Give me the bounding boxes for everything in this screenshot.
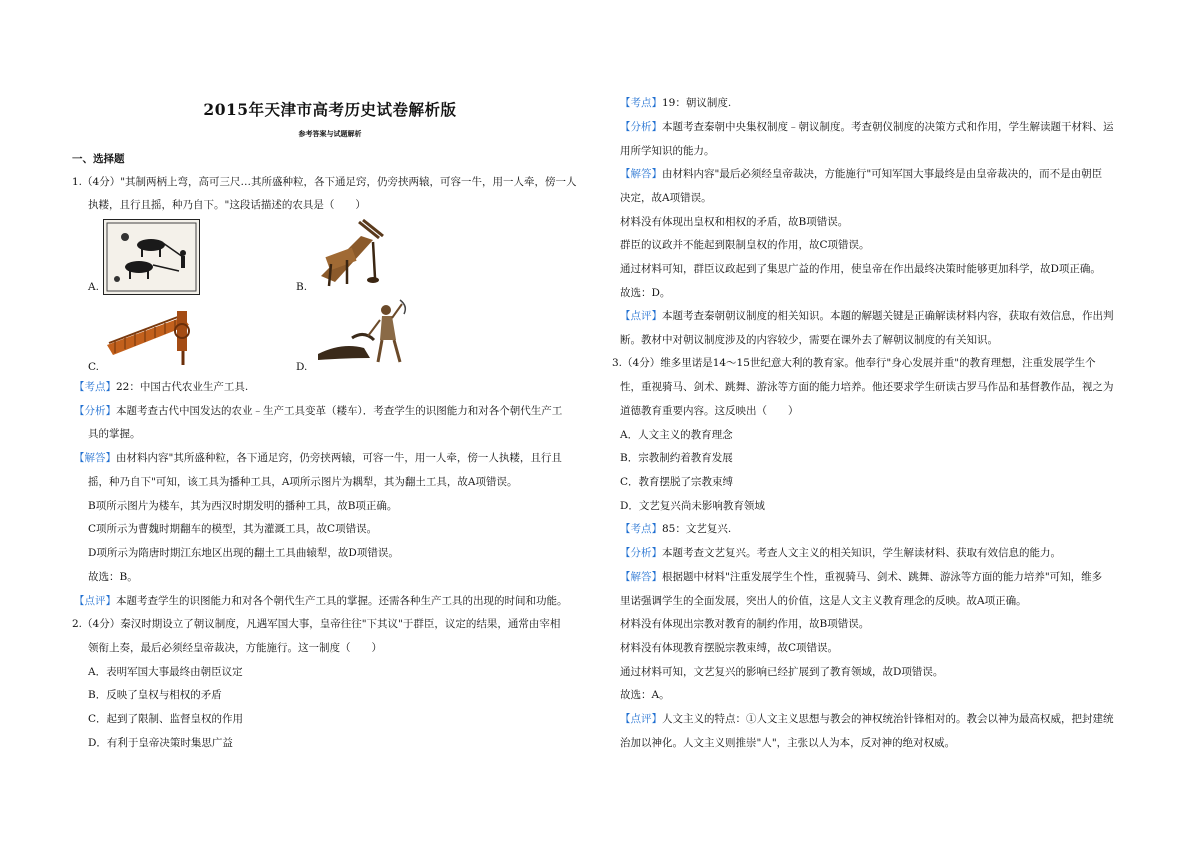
- q3-kaodian: [620, 522, 731, 536]
- option-a-image: [103, 219, 200, 295]
- kaodian-tag: 【考点】: [620, 97, 662, 109]
- q2-fenxi-line2: 用所学知识的能力。: [620, 145, 715, 157]
- q3-option-d: D．文艺复兴尚未影响教育领域: [620, 500, 765, 512]
- option-b-image: [313, 216, 387, 292]
- page-title: 2015年天津市高考历史试卷解析版: [203, 100, 457, 119]
- q1-jieda-line6: 故选：B。: [88, 571, 138, 583]
- q2-option-c: C．起到了限制、监督皇权的作用: [88, 713, 244, 725]
- q2-jieda-line2: 决定，故A项错误。: [620, 192, 712, 204]
- dianping-tag: 【点评】: [74, 595, 116, 607]
- q2-jieda: [620, 167, 1102, 181]
- q3-dianping-line2: 治加以神化。人文主义则推崇"人"，主张以人为本，反对神的绝对权威。: [620, 737, 956, 749]
- kaodian-text: 19：朝议制度.: [662, 97, 732, 109]
- section-heading: 一、选择题: [72, 153, 125, 165]
- q2-kaodian: [620, 96, 731, 110]
- kaodian-tag: 【考点】: [74, 381, 116, 393]
- jieda-text: 根据题中材料"注重发展学生个性，重视骑马、剑术、跳舞、游泳等方面的能力培养"可知，维多: [662, 571, 1103, 583]
- dianping-tag: 【点评】: [620, 310, 662, 322]
- option-d-label: D.: [296, 361, 308, 373]
- jieda-tag: 【解答】: [620, 168, 662, 180]
- q3-option-a: A．人文主义的教育理念: [620, 429, 733, 441]
- fenxi-tag: 【分析】: [620, 121, 662, 133]
- q3-option-c: C．教育摆脱了宗教束缚: [620, 476, 734, 488]
- dianping-text: 人文主义的特点：①人文主义思想与教会的神权统治针锋相对的。教会以神为最高权威，把封建统: [662, 713, 1114, 725]
- q3-jieda-line4: 材料没有体现教育摆脱宗教束缚，故C项错误。: [620, 642, 839, 654]
- q3-stem-line2: 性，重视骑马、剑术、跳舞、游泳等方面的能力培养。他还要求学生研读古罗马作品和基督教作品，视之为: [620, 381, 1114, 393]
- kaodian-text: 22：中国古代农业生产工具.: [116, 381, 249, 393]
- q2-jieda-line3: 材料没有体现出皇权和相权的矛盾，故B项错误。: [620, 216, 849, 228]
- q2-stem-line2: 领衔上奏，最后必须经皇帝裁决，方能施行。这一制度（ ）: [88, 642, 382, 654]
- jieda-tag: 【解答】: [620, 571, 662, 583]
- q2-jieda-line4: 群臣的议政并不能起到限制皇权的作用，故C项错误。: [620, 239, 870, 251]
- dianping-text: 本题考查秦朝朝议制度的相关知识。本题的解题关键是正确解读材料内容，获取有效信息，作出判: [662, 310, 1114, 322]
- option-c-image: [103, 305, 193, 369]
- jieda-text: 由材料内容"其所盛种粒，各下通足窍，仍旁挟两辕，可容一牛，用一人牵，傍一人执耧，且行且: [116, 452, 562, 464]
- q2-fenxi: [620, 120, 1114, 134]
- q2-dianping: [620, 309, 1114, 323]
- q1-jieda-line2: 摇，种乃自下"可知，该工具为播种工具，A项所示图片为耦犁，其为翻土工具，故A项错误。: [88, 476, 518, 488]
- q1-kaodian: [74, 380, 248, 394]
- q2-jieda-line6: 故选：D。: [620, 287, 671, 299]
- q1-fenxi: [74, 404, 562, 418]
- q2-option-a: A．表明军国大事最终由朝臣议定: [88, 666, 243, 678]
- q1-jieda-line5: D项所示为隋唐时期江东地区出现的翻土工具曲辕犁，故D项错误。: [88, 547, 399, 559]
- q1-jieda-line3: B项所示图片为楼车，其为西汉时期发明的播种工具，故B项正确。: [88, 500, 398, 512]
- fenxi-tag: 【分析】: [620, 547, 662, 559]
- q3-jieda: [620, 570, 1102, 584]
- q3-jieda-line2: 里诺强调学生的全面发展，突出人的价值，这是人文主义教育理念的反映。故A项正确。: [620, 595, 1027, 607]
- q3-option-b: B．宗教制约着教育发展: [620, 452, 733, 464]
- q3-stem-line1: 3.（4分）维多里诺是14～15世纪意大利的教育家。他奉行"身心发展并重"的教育理想，注重发展学生个: [612, 357, 1096, 369]
- q3-stem-line3: 道德教育重要内容。这反映出（ ）: [620, 405, 799, 417]
- fenxi-text: 本题考查秦朝中央集权制度﹣朝议制度。考查朝仪制度的决策方式和作用，学生解读题干材料、运: [662, 121, 1114, 133]
- q3-dianping: [620, 712, 1114, 726]
- option-d-image: [312, 296, 412, 372]
- q1-dianping: [74, 594, 568, 608]
- dianping-tag: 【点评】: [620, 713, 662, 725]
- kaodian-tag: 【考点】: [620, 523, 662, 535]
- fenxi-text: 本题考查文艺复兴。考查人文主义的相关知识，学生解读材料、获取有效信息的能力。: [662, 547, 1061, 559]
- fenxi-text: 本题考查古代中国发达的农业﹣生产工具变革（耧车）．考查学生的识图能力和对各个朝代生产工: [116, 405, 563, 417]
- q2-option-b: B．反映了皇权与相权的矛盾: [88, 689, 222, 701]
- jieda-tag: 【解答】: [74, 452, 116, 464]
- q2-jieda-line5: 通过材料可知，群臣议政起到了集思广益的作用，使皇帝在作出最终决策时能够更加科学，故D项正确。: [620, 263, 1101, 275]
- q1-jieda-line4: C项所示为曹魏时期翻车的模型，其为灌溉工具，故C项错误。: [88, 523, 378, 535]
- dianping-text: 本题考查学生的识图能力和对各个朝代生产工具的掌握。还需各种生产工具的出现的时间和功能。: [116, 595, 568, 607]
- q2-dianping-line2: 断。教材中对朝议制度涉及的内容较少，需要在课外去了解朝议制度的有关知识。: [620, 334, 998, 346]
- q3-fenxi: [620, 546, 1061, 560]
- q3-jieda-line6: 故选：A。: [620, 689, 670, 701]
- option-b-label: B.: [296, 281, 308, 293]
- q3-jieda-line3: 材料没有体现出宗教对教育的制约作用，故B项错误。: [620, 618, 870, 630]
- q1-stem-line1: 1.（4分）"其制两柄上弯，高可三尺…其所盛种粒，各下通足窍，仍旁挟两辕，可容一牛，用一人牵，傍一人: [72, 176, 577, 188]
- q3-jieda-line5: 通过材料可知，文艺复兴的影响已经扩展到了教育领域，故D项错误。: [620, 666, 944, 678]
- option-c-label: C.: [88, 361, 99, 373]
- fenxi-tag: 【分析】: [74, 405, 116, 417]
- q2-stem-line1: 2.（4分）秦汉时期设立了朝议制度，凡遇军国大事，皇帝往往"下其议"于群臣，议定的结果，通常由宰相: [72, 618, 561, 630]
- option-a-label: A.: [88, 281, 99, 293]
- kaodian-text: 85：文艺复兴.: [662, 523, 732, 535]
- page-subtitle: 参考答案与试题解析: [298, 129, 362, 138]
- q1-stem-line2: 执耧，且行且摇，种乃自下。"这段话描述的农具是（ ）: [88, 199, 366, 211]
- q1-fenxi-line2: 具的掌握。: [88, 428, 141, 440]
- q1-jieda: [74, 451, 562, 465]
- q2-option-d: D．有利于皇帝决策时集思广益: [88, 737, 233, 749]
- jieda-text: 由材料内容"最后必须经皇帝裁决，方能施行"可知军国大事最终是由皇帝裁决的，而不是由朝臣: [662, 168, 1103, 180]
